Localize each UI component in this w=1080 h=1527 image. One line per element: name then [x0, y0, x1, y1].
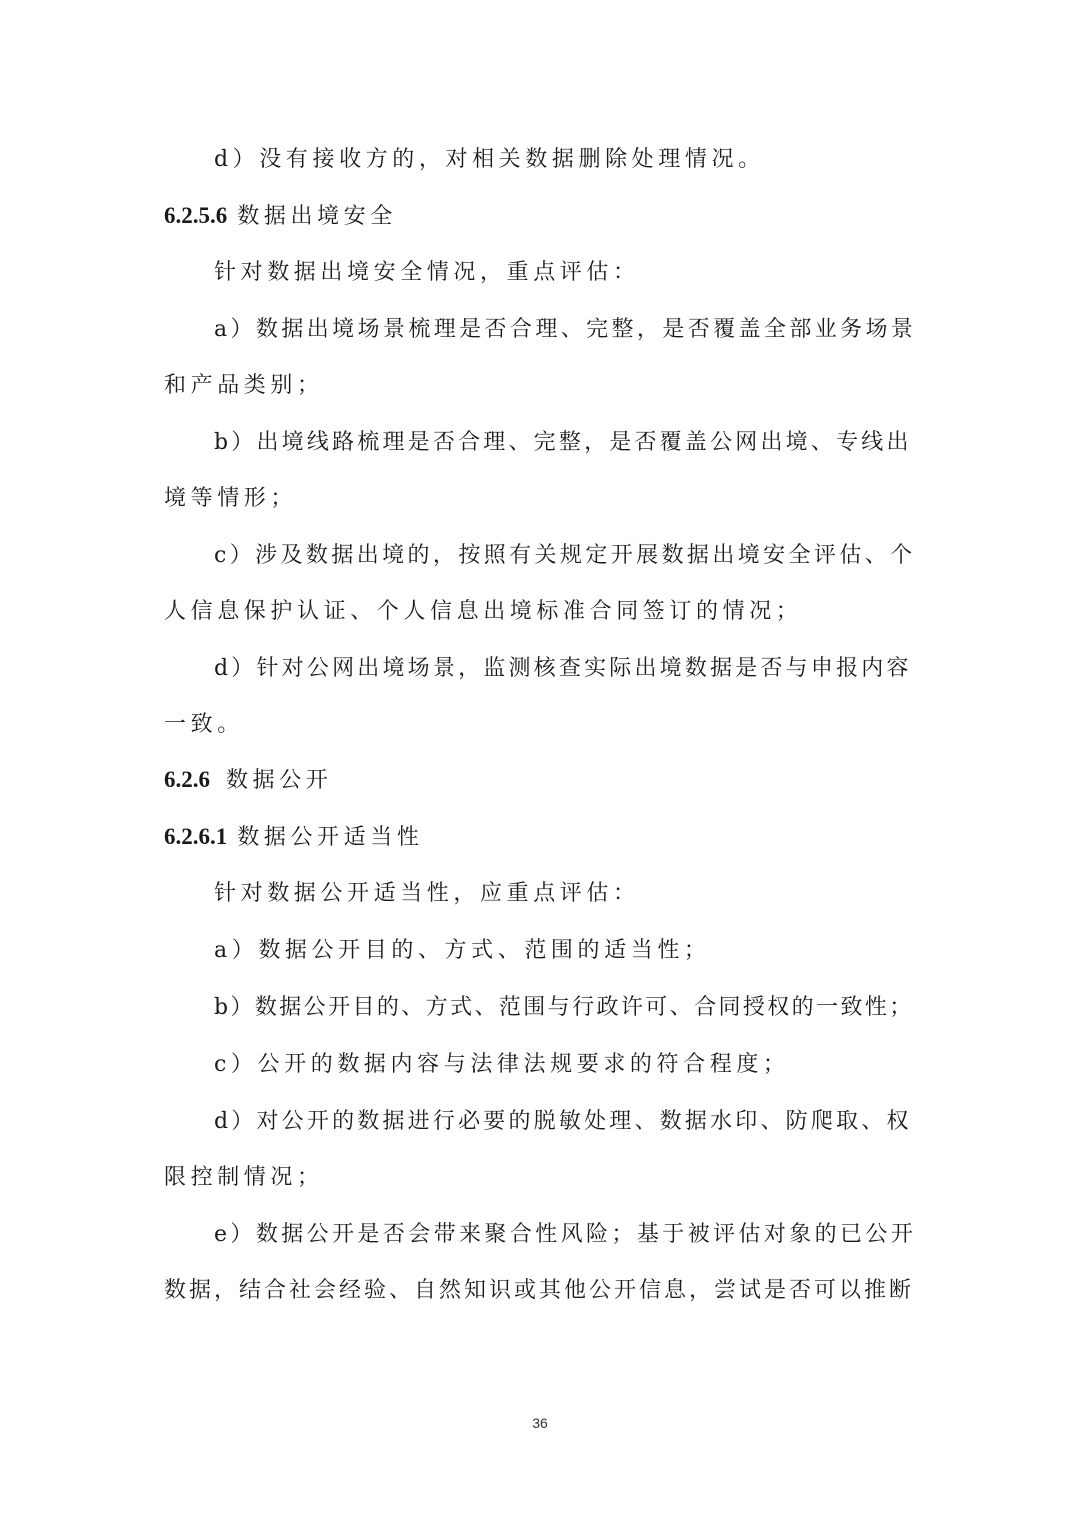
paragraph-line: c）公开的数据内容与法律法规要求的符合程度； — [214, 1052, 790, 1077]
paragraph-line: 数据，结合社会经验、自然知识或其他公开信息，尝试是否可以推断 — [164, 1278, 915, 1303]
paragraph-line: 针对数据出境安全情况，重点评估： — [214, 260, 640, 285]
paragraph-line: d）对公开的数据进行必要的脱敏处理、数据水印、防爬取、权 — [214, 1109, 912, 1134]
section-heading — [164, 765, 332, 796]
paragraph-line: b）出境线路梳理是否合理、完整，是否覆盖公网出境、专线出 — [214, 430, 912, 455]
paragraph-line: d）没有接收方的，对相关数据删除处理情况。 — [214, 147, 765, 172]
section-number: 6.2.6.1 — [164, 824, 228, 849]
paragraph-line: 一致。 — [164, 712, 244, 737]
section-title: 数据公开适当性 — [237, 825, 424, 850]
paragraph-line: c）涉及数据出境的，按照有关规定开展数据出境安全评估、个 — [214, 543, 916, 568]
paragraph-line: d）针对公网出境场景，监测核查实际出境数据是否与申报内容 — [214, 656, 912, 681]
section-title: 数据公开 — [226, 768, 333, 793]
paragraph-line: 和产品类别； — [164, 373, 324, 398]
paragraph-line: 人信息保护认证、个人信息出境标准合同签订的情况； — [164, 599, 803, 624]
page-number: 36 — [532, 1415, 548, 1431]
paragraph-line: a）数据公开目的、方式、范围的适当性； — [214, 938, 711, 963]
section-title: 数据出境安全 — [237, 204, 397, 229]
section-number: 6.2.5.6 — [164, 203, 228, 228]
paragraph-line: 针对数据公开适当性，应重点评估： — [214, 881, 640, 906]
paragraph-line: a）数据出境场景梳理是否合理、完整，是否覆盖全部业务场景 — [214, 317, 917, 342]
paragraph-line: 限控制情况； — [164, 1165, 324, 1190]
paragraph-line: b）数据公开目的、方式、范围与行政许可、合同授权的一致性； — [214, 995, 914, 1020]
section-heading — [164, 822, 423, 853]
paragraph-line: 境等情形； — [164, 486, 298, 511]
section-number: 6.2.6 — [164, 767, 210, 792]
section-heading — [164, 201, 397, 232]
paragraph-line: e）数据公开是否会带来聚合性风险；基于被评估对象的已公开 — [214, 1222, 917, 1247]
